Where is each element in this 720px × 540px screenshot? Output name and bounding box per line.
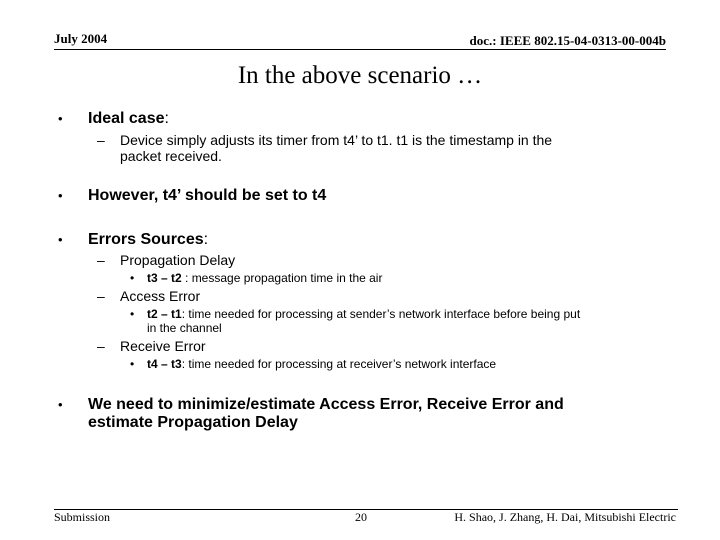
bullet-suffix: : <box>203 231 209 248</box>
detail-text: : time needed for processing at sender’s network interface before being put <box>181 307 581 321</box>
header-divider <box>54 49 666 50</box>
footer-submission: Submission <box>54 510 111 524</box>
sub-marker: – <box>97 132 105 148</box>
bullet-label: However, t4’ should be set to t4 <box>88 187 327 204</box>
bullet-suffix: : <box>164 110 169 127</box>
bullet-line2: estimate Propagation Delay <box>88 414 298 431</box>
detail-term: t3 – t2 <box>147 271 182 285</box>
bullet-line1: We need to minimize/estimate Access Error, Receive Error and <box>88 396 564 413</box>
footer-authors: H. Shao, J. Zhang, H. Dai, Mitsubishi Electric <box>454 510 676 524</box>
header-doc-id: doc.: IEEE 802.15-04-0313-00-004b <box>469 33 666 48</box>
sub-receive-error: Receive Error <box>120 338 206 354</box>
detail-text-line2: in the channel <box>147 321 222 335</box>
bullet-marker: • <box>58 397 63 412</box>
ideal-case-detail-line1: Device simply adjusts its timer from t4’ to t1. t1 is the timestamp in the <box>120 132 553 148</box>
bullet-marker: • <box>58 188 63 203</box>
detail-marker: • <box>130 357 135 371</box>
detail-text: : time needed for processing at receiver’s network interface <box>181 357 497 371</box>
header-date: July 2004 <box>54 31 108 46</box>
ideal-case-detail <box>120 132 552 164</box>
ideal-case-detail-line2: packet received. <box>120 148 222 164</box>
sub-propagation-delay: Propagation Delay <box>120 252 236 268</box>
detail-term: t2 – t1 <box>147 307 182 321</box>
detail-term: t4 – t3 <box>147 357 182 371</box>
bullet-marker: • <box>58 111 63 126</box>
sub-marker: – <box>97 338 105 354</box>
detail-receive-error <box>147 357 496 371</box>
footer-page-number: 20 <box>355 510 367 524</box>
sub-marker: – <box>97 288 105 304</box>
bullet-label: Errors Sources <box>88 231 204 248</box>
bullet-marker: • <box>58 232 63 247</box>
bullet-label: Ideal case <box>88 110 165 127</box>
detail-marker: • <box>130 271 135 285</box>
sub-marker: – <box>97 252 105 268</box>
detail-text: : message propagation time in the air <box>181 271 383 285</box>
detail-propagation-delay <box>147 271 382 285</box>
sub-access-error: Access Error <box>120 288 201 304</box>
detail-marker: • <box>130 307 135 321</box>
detail-access-error <box>147 307 580 335</box>
slide-title: In the above scenario … <box>237 62 483 89</box>
